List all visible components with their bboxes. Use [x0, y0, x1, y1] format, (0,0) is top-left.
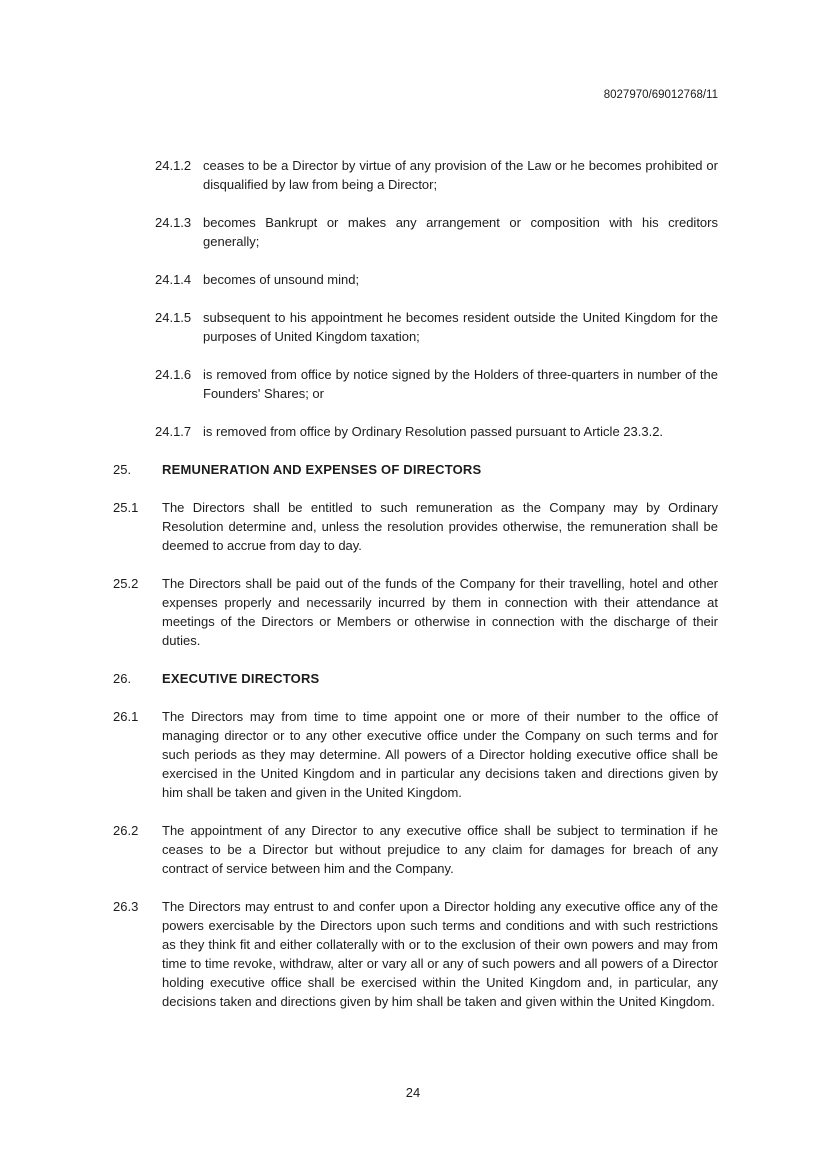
- document-reference: 8027970/69012768/11: [603, 89, 718, 101]
- clause-text: subsequent to his appointment he becomes resident outside the United Kingdom for the purposes of United Kingdom taxation;: [203, 310, 718, 344]
- clause-number: 24.1.5: [155, 310, 192, 325]
- clause-text: The Directors may from time to time appoint one or more of their number to the office of managing director or to any other executive office under the Company on such terms and for such periods as they may determine. All powers of a Director holding executive office shall be exercised in the United Kingdom and in particular any decisions taken and directions given by him shall be taken and given in the United Kingdom.: [162, 709, 718, 800]
- clause-text: becomes of unsound mind;: [203, 272, 360, 287]
- clause-text: ceases to be a Director by virtue of any provision of the Law or he becomes prohibited or disqualified by law from being a Director;: [203, 158, 718, 192]
- section-number: 25.: [113, 462, 132, 477]
- clause-text: The Directors may entrust to and confer upon a Director holding any executive office any of the powers exercisable by the Directors upon such terms and conditions and with such restrictions as they think fit and either collaterally with or to the exclusion of their own powers and may from time to time revoke, withdraw, alter or vary all or any of such powers and all powers of a Director holding executive office shall be exercised within the United Kingdom and, in particular, any decisions taken and directions given by him shall be taken and given within the United Kingdom.: [162, 899, 718, 1009]
- clause-number: 24.1.2: [155, 158, 192, 173]
- clause-text: becomes Bankrupt or makes any arrangement or composition with his creditors generally;: [203, 215, 718, 249]
- clause-26-1: [113, 707, 718, 802]
- section-title: REMUNERATION AND EXPENSES OF DIRECTORS: [162, 462, 482, 477]
- subclause-24-1-5: [113, 308, 718, 346]
- clause-25-2: [113, 574, 718, 650]
- clause-number: 25.2: [113, 576, 139, 591]
- subclause-24-1-7: [113, 422, 718, 441]
- clause-number: 24.1.7: [155, 424, 192, 439]
- clause-26-2: [113, 821, 718, 878]
- clause-number: 24.1.3: [155, 215, 192, 230]
- clause-text: The Directors shall be paid out of the funds of the Company for their travelling, hotel and other expenses properly and necessarily incurred by them in connection with their attendance at meetings of the Directors or Members or otherwise in connection with the discharge of their duties.: [162, 576, 718, 648]
- clause-number: 26.2: [113, 823, 139, 838]
- subclause-24-1-4: [113, 270, 718, 289]
- document-body: [113, 156, 718, 1030]
- clause-25-1: [113, 498, 718, 555]
- subclause-24-1-6: [113, 365, 718, 403]
- section-heading-25: [113, 460, 718, 479]
- section-number: 26.: [113, 671, 132, 686]
- clause-text: The appointment of any Director to any executive office shall be subject to termination if he ceases to be a Director but without prejudice to any claim for damages for breach of any contract of service between him and the Company.: [162, 823, 718, 876]
- section-title: EXECUTIVE DIRECTORS: [162, 671, 320, 686]
- clause-number: 24.1.4: [155, 272, 192, 287]
- clause-number: 26.3: [113, 899, 139, 914]
- clause-text: is removed from office by Ordinary Resolution passed pursuant to Article 23.3.2.: [203, 424, 664, 439]
- page-number: 24: [405, 1085, 421, 1100]
- clause-number: 25.1: [113, 500, 139, 515]
- clause-number: 24.1.6: [155, 367, 192, 382]
- clause-text: is removed from office by notice signed by the Holders of three-quarters in number of the Founders' Shares; or: [203, 367, 718, 401]
- subclause-24-1-2: [113, 156, 718, 194]
- clause-26-3: [113, 897, 718, 1011]
- subclause-24-1-3: [113, 213, 718, 251]
- clause-number: 26.1: [113, 709, 139, 724]
- clause-text: The Directors shall be entitled to such remuneration as the Company may by Ordinary Resolution determine and, unless the resolution provides otherwise, the remuneration shall be deemed to accrue from day to day.: [162, 500, 718, 553]
- section-heading-26: [113, 669, 718, 688]
